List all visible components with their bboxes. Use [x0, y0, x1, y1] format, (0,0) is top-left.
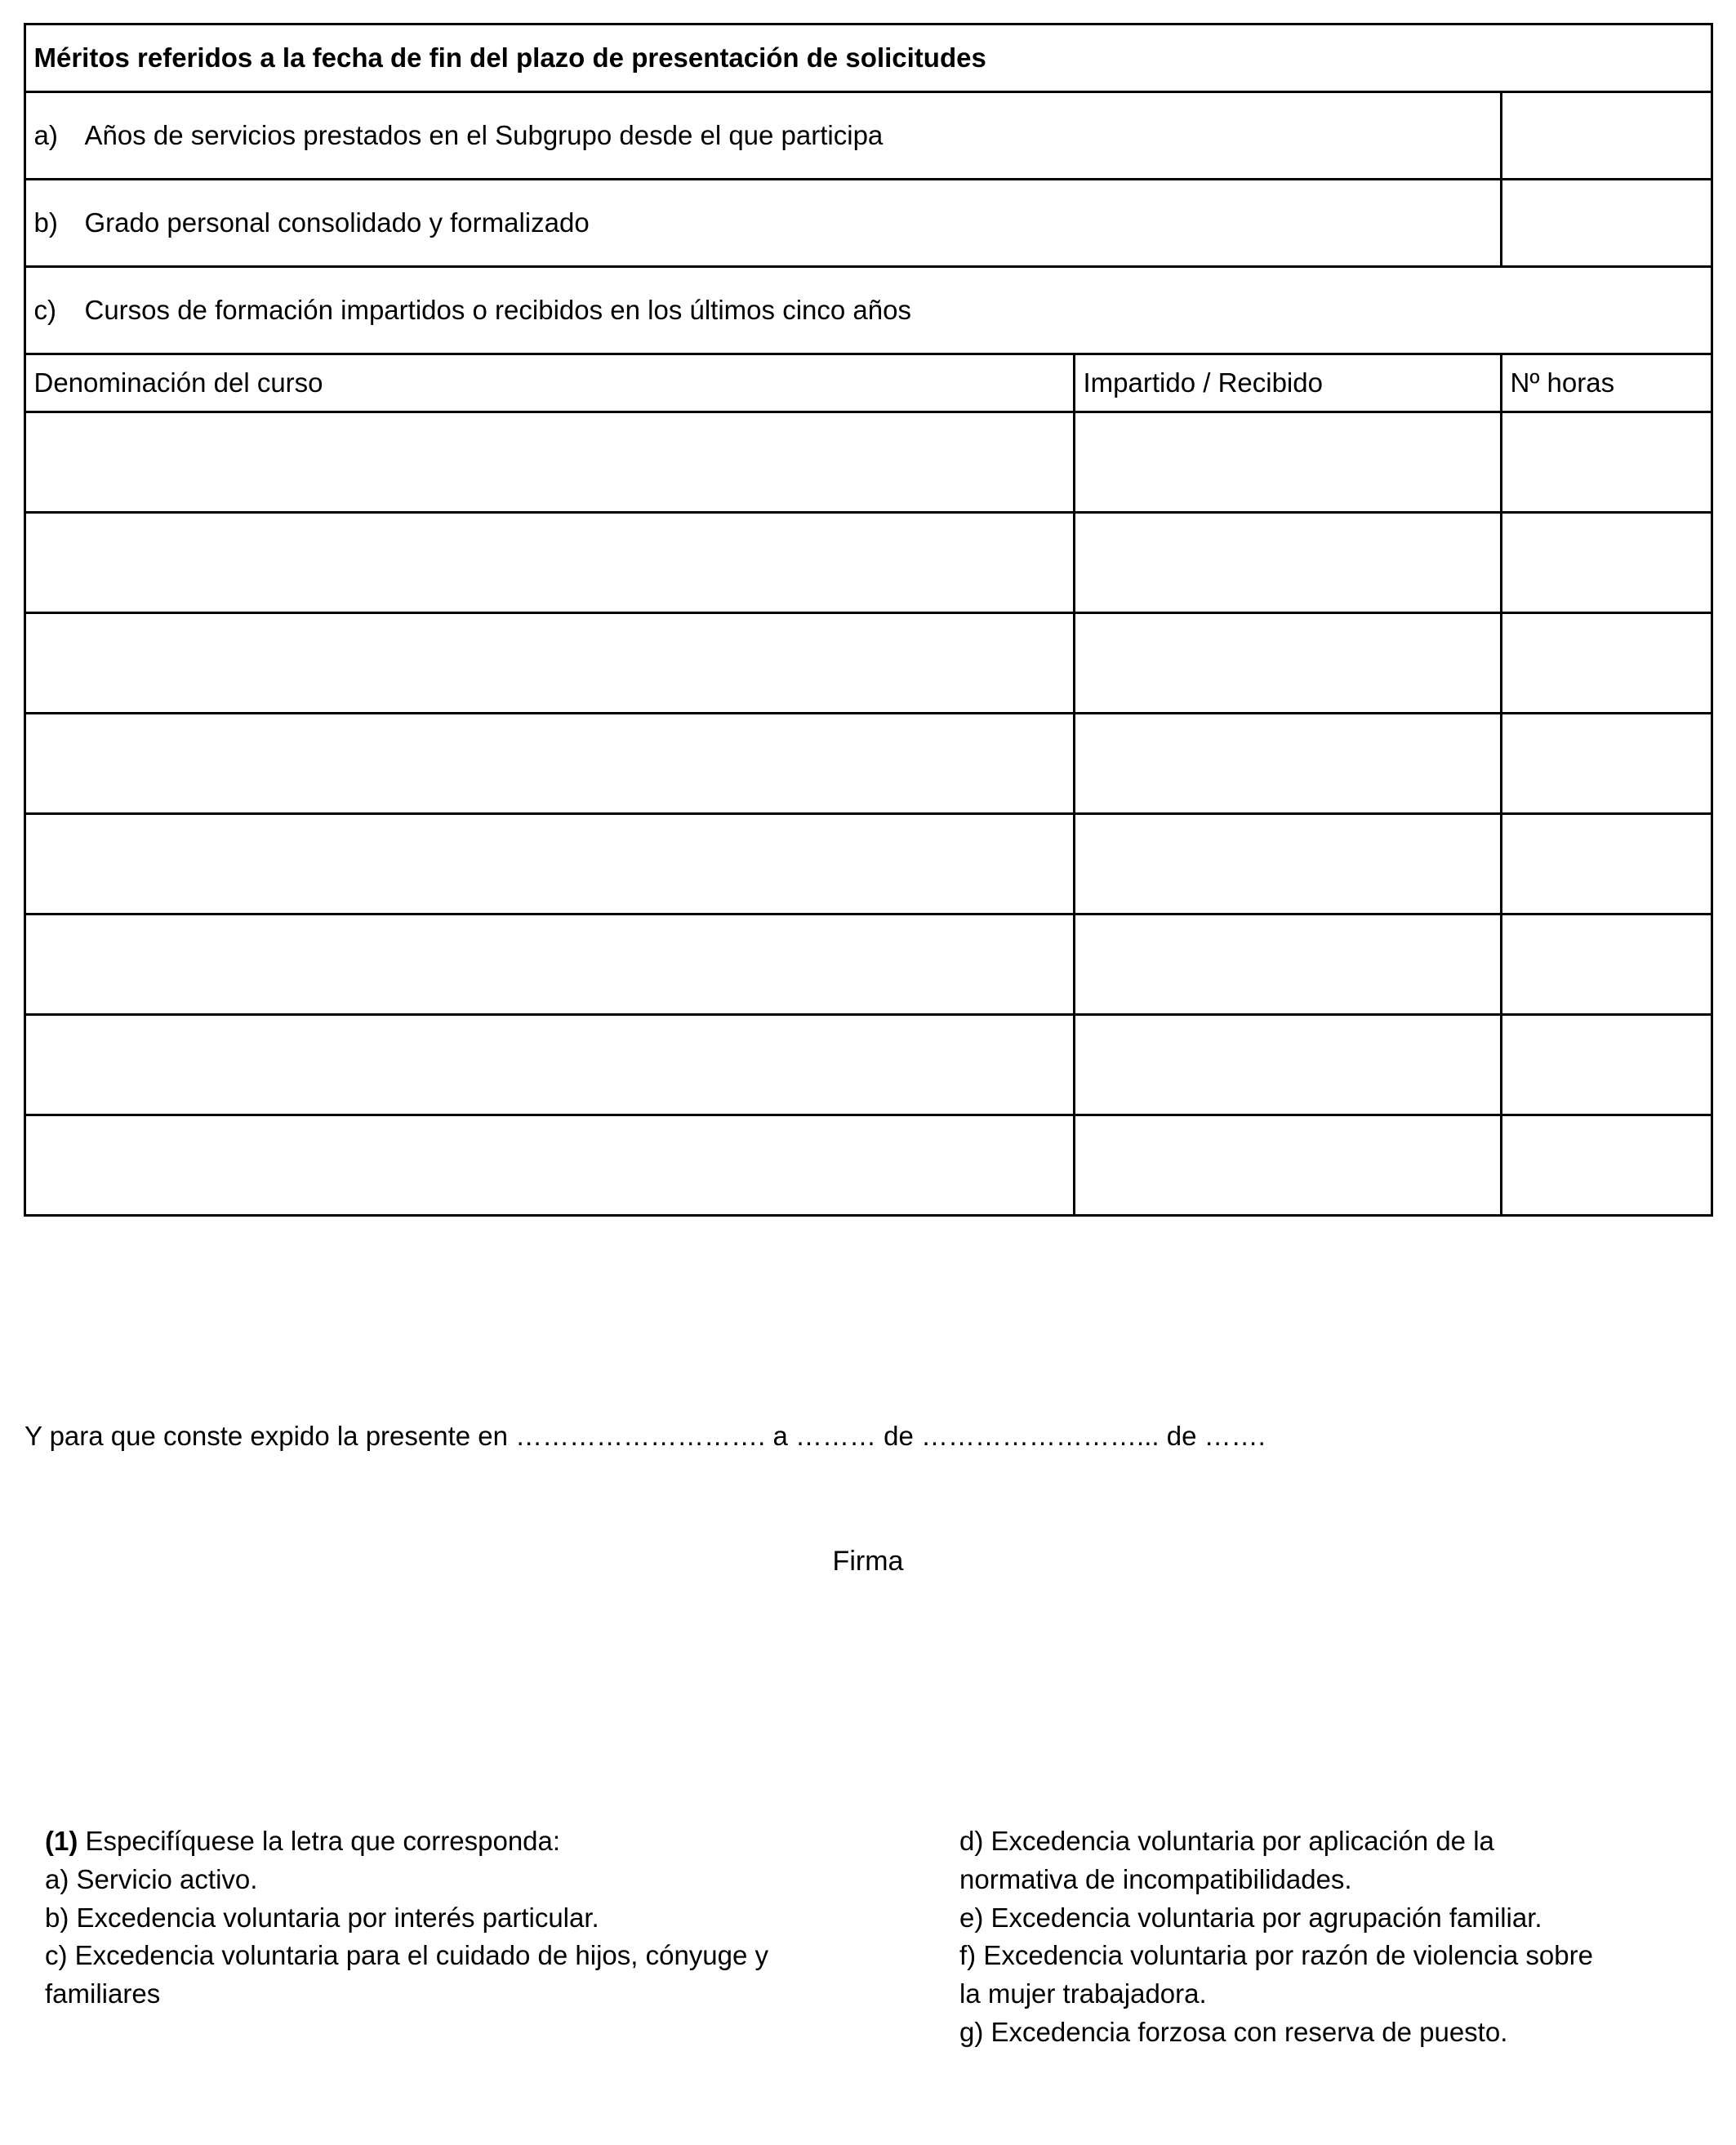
merits-title: Méritos referidos a la fecha de fin del plazo de presentación de solicitudes [24, 24, 1712, 92]
merit-text-b: Grado personal consolidado y formalizado [84, 207, 590, 238]
course-cell-denominacion [24, 1115, 1074, 1216]
footnote-e: e) Excedencia voluntaria por agrupación familiar. [959, 1902, 1542, 1933]
footnote-g: g) Excedencia forzosa con reserva de puesto. [959, 2017, 1508, 2048]
merit-label-c [24, 267, 1712, 354]
course-cell-horas [1501, 1015, 1712, 1115]
course-cell-impartido [1074, 412, 1501, 513]
course-cell-horas [1501, 1115, 1712, 1216]
merit-value-cell-a [1501, 92, 1712, 180]
course-empty-row [24, 814, 1712, 915]
footnote-intro-number: (1) [45, 1825, 78, 1856]
course-cell-horas [1501, 613, 1712, 714]
footnote-d: d) Excedencia voluntaria por aplicación de la normativa de incompatibilidades. [959, 1825, 1494, 1894]
footnote-f: f) Excedencia voluntaria por razón de violencia sobre la mujer trabajadora. [959, 1940, 1593, 2009]
footnote-b: b) Excedencia voluntaria por interés particular. [45, 1902, 599, 1933]
course-empty-row [24, 1015, 1712, 1115]
course-cell-denominacion [24, 412, 1074, 513]
footnote-c: c) Excedencia voluntaria para el cuidado de hijos, cónyuge y familiares [45, 1940, 769, 2009]
course-cell-denominacion [24, 915, 1074, 1015]
course-cell-impartido [1074, 1115, 1501, 1216]
merit-row-c [24, 267, 1712, 354]
merits-title-row [24, 24, 1712, 92]
merit-text-c: Cursos de formación impartidos o recibidos en los últimos cinco años [84, 295, 911, 326]
merit-letter-c: c) [33, 295, 56, 326]
merit-row-b [24, 180, 1712, 267]
signature-label: Firma [832, 1545, 904, 1577]
course-header-row [24, 354, 1712, 412]
merit-text-a: Años de servicios prestados en el Subgrupo desde el que participa [84, 120, 884, 151]
course-cell-impartido [1074, 1015, 1501, 1115]
course-cell-denominacion [24, 613, 1074, 714]
merit-row-a [24, 92, 1712, 180]
course-empty-row [24, 513, 1712, 613]
course-empty-row [24, 613, 1712, 714]
footnote-a: a) Servicio activo. [45, 1863, 258, 1894]
course-cell-horas [1501, 814, 1712, 915]
footnotes-left-column [45, 1822, 804, 2052]
course-header-denominacion: Denominación del curso [24, 354, 1074, 412]
course-cell-impartido [1074, 513, 1501, 613]
course-cell-horas [1501, 915, 1712, 1015]
course-cell-denominacion [24, 714, 1074, 814]
course-empty-row [24, 412, 1712, 513]
footnote-intro [45, 1822, 804, 1861]
merit-letter-b: b) [33, 207, 58, 238]
course-cell-denominacion [24, 513, 1074, 613]
merit-label-b [24, 180, 1501, 267]
course-cell-impartido [1074, 714, 1501, 814]
course-empty-row [24, 1115, 1712, 1216]
course-cell-horas [1501, 412, 1712, 513]
merit-value-cell-b [1501, 180, 1712, 267]
footnotes-right-column [959, 1822, 1613, 2052]
expedition-line: Y para que conste expido la presente en ………………………. a ……… de ……………………... de ……. [24, 1421, 1266, 1451]
course-cell-denominacion [24, 1015, 1074, 1115]
course-header-num-horas: Nº horas [1501, 354, 1712, 412]
course-cell-denominacion [24, 814, 1074, 915]
course-cell-impartido [1074, 814, 1501, 915]
footnote-intro-text: Especifíquese la letra que corresponda: [78, 1825, 561, 1856]
merit-letter-a: a) [33, 120, 58, 151]
course-cell-horas [1501, 513, 1712, 613]
merit-label-a [24, 92, 1501, 180]
footnotes [0, 1822, 1736, 2052]
course-empty-row [24, 714, 1712, 814]
course-header-impartido-recibido: Impartido / Recibido [1074, 354, 1501, 412]
course-empty-row [24, 915, 1712, 1015]
course-cell-horas [1501, 714, 1712, 814]
course-cell-impartido [1074, 915, 1501, 1015]
merits-table [24, 23, 1713, 1217]
course-cell-impartido [1074, 613, 1501, 714]
